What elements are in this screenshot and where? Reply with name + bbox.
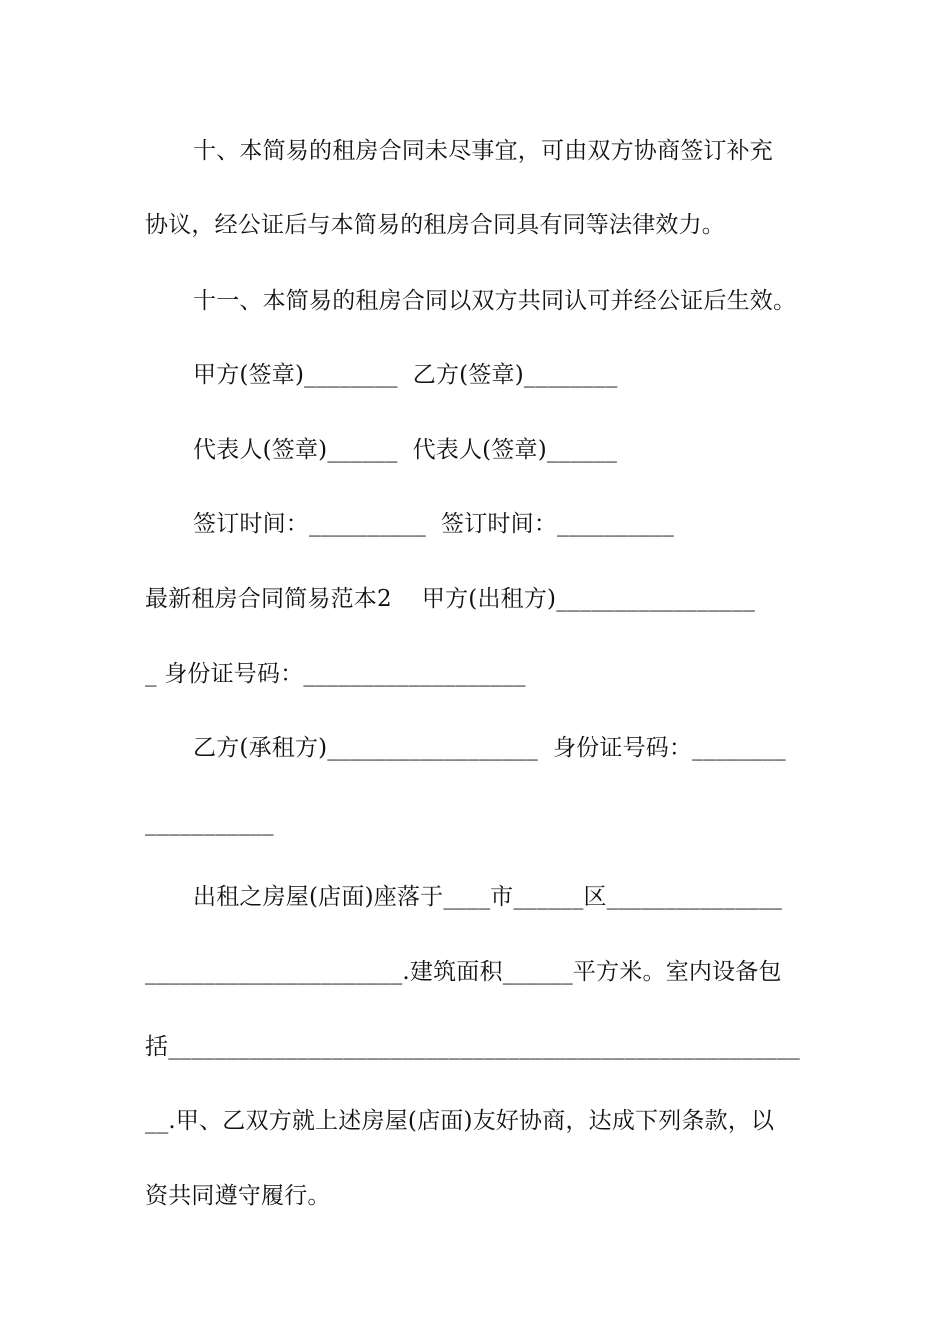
signature-party-line: 甲方(签章)________ 乙方(签章)________ bbox=[193, 362, 618, 388]
party-a-id-line: _ 身份证号码：___________________ bbox=[145, 661, 526, 687]
signing-date-line: 签订时间：__________ 签订时间：__________ bbox=[193, 511, 675, 537]
building-area-line: ______________________.建筑面积______平方米。室内设备包 bbox=[145, 959, 782, 985]
agreement-intro-end: 资共同遵守履行。 bbox=[145, 1183, 331, 1209]
template-2-heading-line: 最新租房合同简易范本2 甲方(出租方)_________________ bbox=[145, 586, 756, 612]
clause-10-line-2: 协议，经公证后与本简易的租房合同具有同等法律效力。 bbox=[145, 212, 725, 238]
agreement-intro-line: __.甲、乙双方就上述房屋(店面)友好协商，达成下列条款，以 bbox=[145, 1108, 775, 1134]
representative-signature-line: 代表人(签章)______ 代表人(签章)______ bbox=[193, 437, 618, 463]
party-b-line: 乙方(承租方)__________________ 身份证号码：________ bbox=[193, 735, 786, 761]
clause-10-line-1: 十、本简易的租房合同未尽事宜，可由双方协商签订补充 bbox=[193, 138, 773, 164]
property-location-line: 出租之房屋(店面)座落于____市______区_______________ bbox=[193, 884, 783, 910]
clause-11: 十一、本简易的租房合同以双方共同认可并经公证后生效。 bbox=[193, 288, 797, 314]
equipment-line: 括______________________________________________________ bbox=[145, 1034, 800, 1060]
party-b-id-continuation: ___________ bbox=[145, 810, 274, 836]
